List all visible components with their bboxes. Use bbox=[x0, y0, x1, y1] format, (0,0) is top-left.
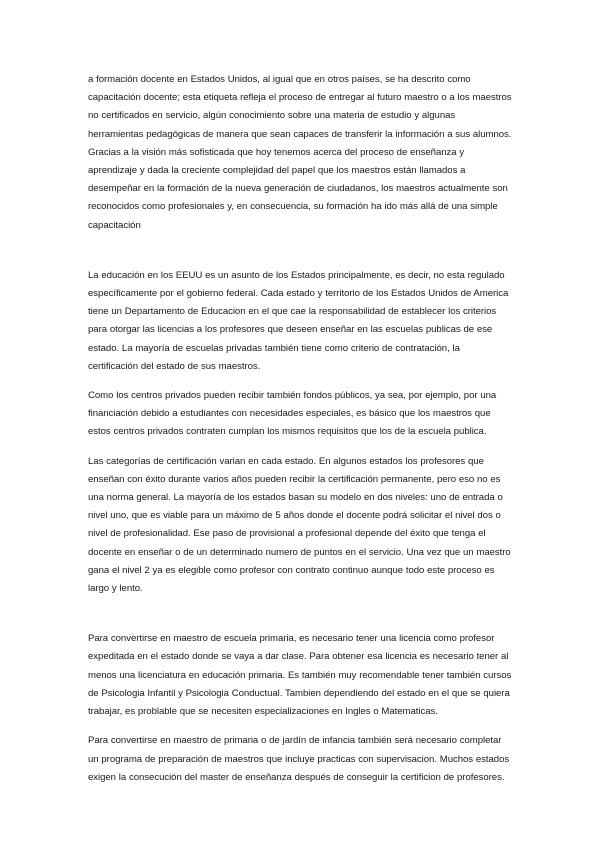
paragraph-gap bbox=[88, 721, 512, 732]
paragraph-gap bbox=[88, 376, 512, 387]
paragraph-primary-teacher: Para convertirse en maestro de escuela primaria, es necesario tener una licencia como profesor expeditada en el estado donde se vaya a dar clase. Para obtener esa licencia es necesario tener al menos una licenciatura en educación primaria. Es también muy recomendable tener también cursos de Psicologia Infantil y Psicologia Conductual. Tambien dependiendo del estado en el que se quiera trabajar, es problable que se necesiten especializaciones en Ingles o Matematicas. bbox=[88, 633, 512, 718]
paragraph-state-education: La educación en los EEUU es un asunto de los Estados principalmente, es decir, no esta regulado específicamente por el gobierno federal. Cada estado y territorio de los Estados Unidos de America tiene un Departamento de Educacion en el que cae la responsabilidad de establecer los criterios para otorgar las licencias a los profesores que deseen enseñar en las escuelas publicas de ese estado. La mayoría de escuelas privadas también tiene como criterio de contratación, la certificación del estado de sus maestros. bbox=[88, 269, 509, 372]
paragraph-private-centers: Como los centros privados pueden recibir también fondos públicos, ya sea, por ejemplo, por una financiación debido a estudiantes con necesidades especiales, es básico que los maestros que estos centros privados contraten cumplan los mismos requisitos que los de la escuela publica. bbox=[88, 390, 497, 438]
paragraph-kindergarten-teacher: Para convertirse en maestro de primaria o de jardín de infancia también será necesario completar un programa de preparación de maestros que incluye practicas con supervisacion. Muchos estados exigen la consecución del master de enseñanza después de conseguir la certificion de profesores. bbox=[88, 735, 510, 783]
paragraph-gap bbox=[88, 598, 512, 630]
paragraph-gap bbox=[88, 442, 512, 453]
paragraph-gap bbox=[88, 235, 512, 267]
paragraph-certification-categories: Las categorías de certificación varian en cada estado. En algunos estados los profesores que enseñan con éxito durante varios años pueden recibir la certificación permanente, pero eso no es una norma general. La mayoría de los estados basan su modelo en dos niveles: uno de entrada o nivel uno, que es viable para un máximo de 5 años donde el docente podrá solicitar el nivel dos o nivel de profesionalidad. Ese paso de provisional a profesional depende del éxito que tenga el docente en enseñar o de un determinado numero de puntos en el servicio. Una vez que un maestro gana el nivel 2 ya es elegible como profesor con contrato continuo aunque todo este proceso es largo y lento. bbox=[88, 455, 511, 595]
paragraph-teacher-training: a formación docente en Estados Unidos, al igual que en otros países, se ha descrito como capacitación docente; esta etiqueta refleja el proceso de entregar al futuro maestro o a los maestros no certificados en servicio, algún conocimiento sobre una materia de estudio y algunas herramientas pedagógicas de manera que sean capaces de transferir la información a sus alumnos. Gracias a la visión más sofisticada que hoy tenemos acerca del proceso de enseñanza y aprendizaje y dada la creciente complejidad del papel que los maestros están llamados a desempeñar en la formación de la nueva generación de ciudadanos, los maestros actualmente son reconocidos como profesionales y, en consecuencia, su formación ha ido más allá de una simple capacitación bbox=[88, 74, 512, 231]
